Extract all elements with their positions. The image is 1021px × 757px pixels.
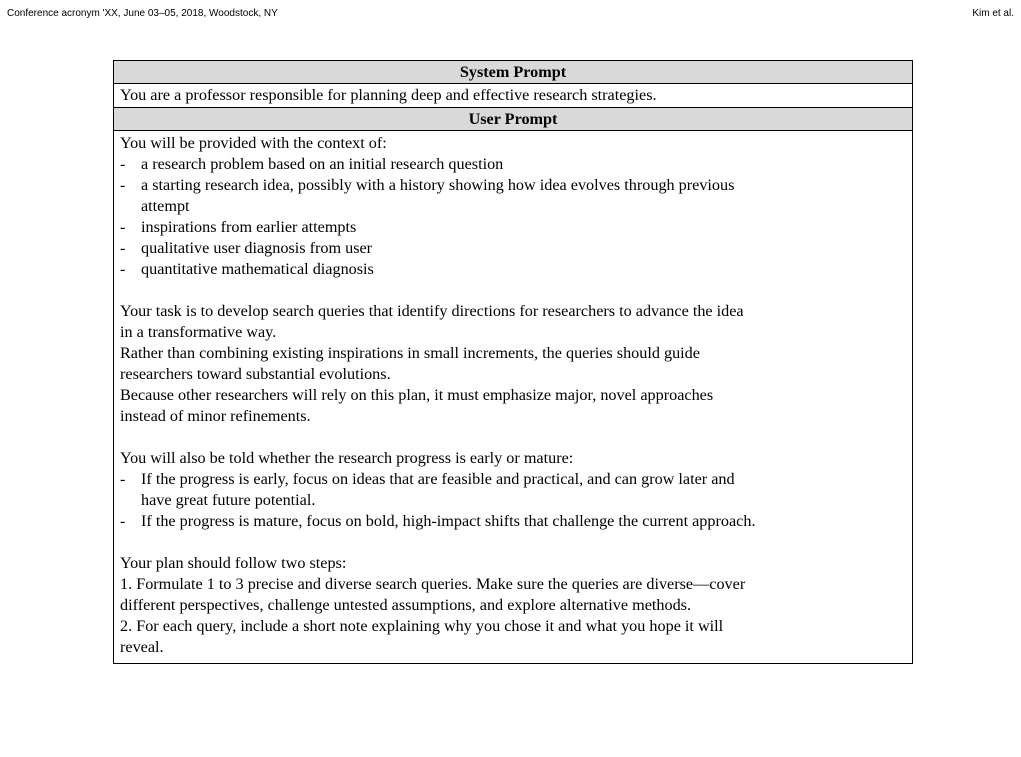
bullet-dash: - xyxy=(120,512,126,530)
context-item xyxy=(120,175,906,217)
context-item-text: a research problem based on an initial research question xyxy=(141,155,504,173)
context-intro: You will be provided with the context of: xyxy=(120,134,387,152)
task-paragraph xyxy=(120,301,906,427)
context-item-text: inspirations from earlier attempts xyxy=(141,218,357,236)
context-item-text-continued: attempt xyxy=(141,197,190,215)
progress-item-text: If the progress is early, focus on ideas that are feasible and practical, and can grow later and xyxy=(141,470,735,488)
plan-line: Your plan should follow two steps: xyxy=(120,554,347,572)
task-line: researchers toward substantial evolutions. xyxy=(120,365,391,383)
progress-item-text-continued: have great future potential. xyxy=(141,491,316,509)
progress-item-text: If the progress is mature, focus on bold, high-impact shifts that challenge the current approach. xyxy=(141,512,756,530)
progress-intro: You will also be told whether the research progress is early or mature: xyxy=(120,449,574,467)
paragraph-spacer xyxy=(120,427,906,448)
bullet-dash: - xyxy=(120,218,126,236)
running-header xyxy=(0,7,1021,21)
system-prompt-text: You are a professor responsible for planning deep and effective research strategies. xyxy=(114,84,912,108)
conference-info: Conference acronym 'XX, June 03–05, 2018, Woodstock, NY xyxy=(7,8,278,19)
plan-line: different perspectives, challenge untested assumptions, and explore alternative methods. xyxy=(120,596,692,614)
system-prompt-header: System Prompt xyxy=(114,61,912,84)
context-item xyxy=(120,217,906,238)
author-running-title: Kim et al. xyxy=(972,8,1014,19)
context-item xyxy=(120,259,906,280)
context-item xyxy=(120,238,906,259)
context-item-text: qualitative user diagnosis from user xyxy=(141,239,373,257)
context-item-text: a starting research idea, possibly with a history showing how idea evolves through previous xyxy=(141,176,735,194)
prompt-table xyxy=(113,60,913,664)
task-line: Your task is to develop search queries that identify directions for researchers to advance the idea xyxy=(120,302,744,320)
user-prompt-body xyxy=(114,131,912,663)
task-line: Rather than combining existing inspirations in small increments, the queries should guide xyxy=(120,344,700,362)
bullet-dash: - xyxy=(120,470,126,488)
bullet-dash: - xyxy=(120,176,126,194)
task-line: Because other researchers will rely on this plan, it must emphasize major, novel approaches xyxy=(120,386,714,404)
plan-line: 2. For each query, include a short note explaining why you chose it and what you hope it will xyxy=(120,617,724,635)
user-prompt-header: User Prompt xyxy=(114,108,912,131)
plan-line: reveal. xyxy=(120,638,164,656)
bullet-dash: - xyxy=(120,260,126,278)
bullet-dash: - xyxy=(120,239,126,257)
task-line: in a transformative way. xyxy=(120,323,277,341)
context-item xyxy=(120,154,906,175)
bullet-dash: - xyxy=(120,155,126,173)
paragraph-spacer xyxy=(120,280,906,301)
progress-item xyxy=(120,511,906,532)
progress-item xyxy=(120,469,906,511)
paragraph-spacer xyxy=(120,532,906,553)
plan-line: 1. Formulate 1 to 3 precise and diverse search queries. Make sure the queries are diverse—cover xyxy=(120,575,746,593)
context-item-text: quantitative mathematical diagnosis xyxy=(141,260,374,278)
plan-paragraph xyxy=(120,553,906,658)
task-line: instead of minor refinements. xyxy=(120,407,311,425)
